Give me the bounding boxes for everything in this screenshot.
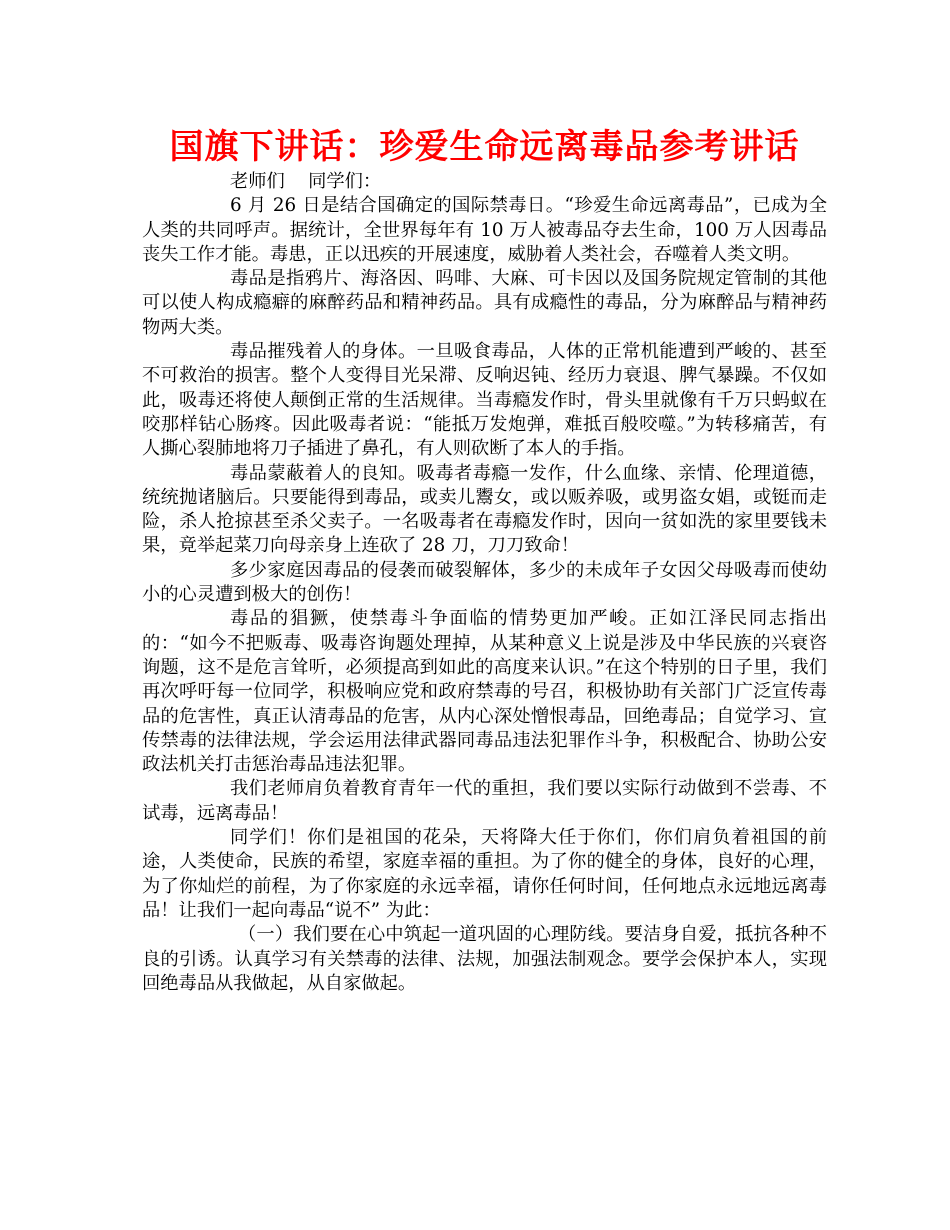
salutation: 老师们 同学们：: [230, 171, 382, 192]
paragraph-point-one: （一）我们要在心中筑起一道巩固的心理防线。要洁身自爱，抵抗各种不良的引诱。认真学习有关禁毒的法律、法规，加强法制观念。要学会保护本人，实现回绝毒品从我做起，从自家做起。: [142, 924, 827, 994]
paragraph-conscience: 毒品蒙蔽着人的良知。吸毒者毒瘾一发作，什么血缘、亲情、伦理道德，统统抛诸脑后。只要能得到毒品，或卖儿鬻女，或以贩养吸，或男盗女娼，或铤而走险，杀人抢掠甚至杀父卖子。一名吸毒者在毒瘾发作时，因向一贫如洗的家里要钱未果，竟举起菜刀向母亲身上连砍了 28 刀，刀刀致命！: [142, 462, 827, 557]
paragraph-teachers: 我们老师肩负着教育青年一代的重担，我们要以实际行动做到不尝毒、不试毒，远离毒品！: [142, 778, 827, 824]
paragraph-intro: 6 月 26 日是结合国确定的国际禁毒日。“珍爱生命远离毒品”，已成为全人类的共同呼声。据统计，全世界每年有 10 万人被毒品夺去生命，100 万人因毒品丧失工作才能。毒患，正以迅疾的开展速度，威胁着人类社会，吞噬着人类文明。: [142, 195, 827, 265]
paragraph-students: 同学们！你们是祖国的花朵，天将降大任于你们，你们肩负着祖国的前途，人类使命，民族的希望，家庭幸福的重担。为了你的健全的身体，良好的心理，为了你灿烂的前程，为了你家庭的永远幸福，请你任何时间，任何地点永远地远离毒品！让我们一起向毒品“说不” 为此：: [142, 827, 827, 921]
document-page: [142, 124, 827, 996]
paragraph-definition: 毒品是指鸦片、海洛因、吗啡、大麻、可卡因以及国务院规定管制的其他可以使人构成瘾癖的麻醉药品和精神药品。具有成瘾性的毒品，分为麻醉品与精神药物两大类。: [142, 268, 827, 338]
document-title: 国旗下讲话：珍爱生命远离毒品参考讲话: [169, 127, 800, 167]
paragraph-body-harm: 毒品摧残着人的身体。一旦吸食毒品，人体的正常机能遭到严峻的、甚至不可救治的损害。整个人变得目光呆滞、反响迟钝、经历力衰退、脾气暴躁。不仅如此，吸毒还将使人颠倒正常的生活规律。当毒瘾发作时，骨头里就像有千万只蚂蚁在咬那样钻心肠疼。因此吸毒者说：“能抵万发炮弹，难抵百般咬噬。”为转移痛苦，有人撕心裂肺地将刀子插进了鼻孔，有人则砍断了本人的手指。: [142, 341, 827, 460]
paragraph-families: 多少家庭因毒品的侵袭而破裂解体，多少的未成年子女因父母吸毒而使幼小的心灵遭到极大的创伤！: [142, 559, 827, 606]
paragraph-appeal: 毒品的猖獗，使禁毒斗争面临的情势更加严峻。正如江泽民同志指出的：“如今不把贩毒、吸毒咨询题处理掉，从某种意义上说是涉及中华民族的兴衰咨询题，这不是危言耸听，必须提高到如此的高度来认识。”在这个特别的日子里，我们再次呼吁每一位同学，积极响应党和政府禁毒的号召，积极协助有关部门广泛宣传毒品的危害性，真正认清毒品的危害，从内心深处憎恨毒品，回绝毒品；自觉学习、宣传禁毒的法律法规，学会运用法律武器同毒品违法犯罪作斗争，积极配合、协助公安政法机关打击惩治毒品违法犯罪。: [142, 608, 827, 776]
